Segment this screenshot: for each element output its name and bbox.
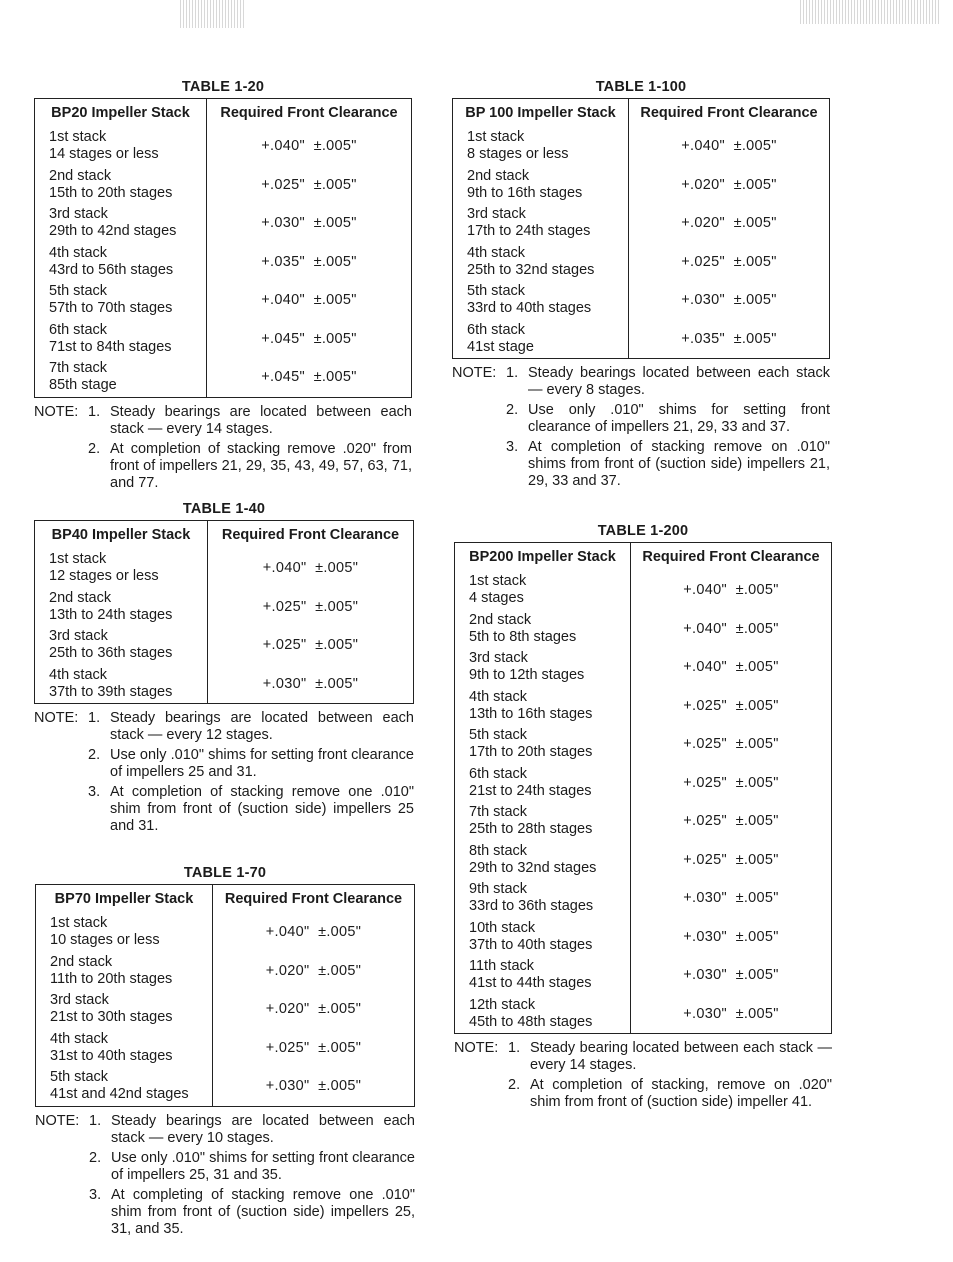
note-item bbox=[35, 1150, 415, 1184]
table-row bbox=[455, 918, 832, 957]
note-lead: NOTE: bbox=[35, 1112, 80, 1129]
note-item bbox=[35, 1113, 415, 1147]
stack-cell bbox=[455, 918, 631, 957]
stack-cell bbox=[35, 281, 207, 320]
note-lead: NOTE: bbox=[34, 403, 79, 420]
stack-cell bbox=[455, 956, 631, 995]
clearance-value: +.035" ±.005" bbox=[681, 330, 777, 347]
clearance-value: +.030" ±.005" bbox=[265, 1078, 362, 1095]
stage-range: 71st to 84th stages bbox=[49, 338, 172, 355]
column-header-clearance: Required Front Clearance bbox=[640, 105, 818, 121]
stack-cell bbox=[35, 665, 208, 704]
stack-label: 9th stack bbox=[469, 881, 528, 898]
table-row bbox=[455, 764, 832, 803]
stack-cell bbox=[453, 204, 629, 243]
table-row bbox=[453, 243, 830, 282]
stage-range: 37th to 39th stages bbox=[49, 683, 173, 700]
table-row bbox=[455, 995, 832, 1034]
table-row bbox=[455, 648, 832, 687]
stage-range: 12 stages or less bbox=[49, 568, 159, 585]
stage-range: 31st to 40th stages bbox=[50, 1047, 173, 1064]
table-row bbox=[35, 243, 412, 282]
stack-cell bbox=[455, 764, 631, 803]
note-text: Steady bearings are located between each stack — every 12 stages. bbox=[110, 710, 414, 743]
stage-range: 17th to 20th stages bbox=[469, 744, 593, 761]
stack-label: 3rd stack bbox=[50, 992, 109, 1009]
stage-range: 25th to 32nd stages bbox=[467, 261, 595, 278]
table-caption: TABLE 1-40 bbox=[182, 501, 266, 517]
note-text: Steady bearings located between each stack — every 8 stages. bbox=[528, 365, 830, 398]
clearance-table bbox=[454, 542, 832, 1034]
clearance-value: +.025" ±.005" bbox=[265, 1039, 362, 1056]
stack-label: 2nd stack bbox=[49, 589, 112, 606]
note-item bbox=[452, 365, 830, 399]
note-lead bbox=[34, 441, 88, 492]
clearance-value: +.040" ±.005" bbox=[262, 560, 359, 577]
stack-cell bbox=[455, 802, 631, 841]
clearance-table bbox=[452, 98, 830, 359]
clearance-value: +.035" ±.005" bbox=[261, 253, 357, 270]
stack-label: 2nd stack bbox=[467, 167, 530, 184]
stack-cell bbox=[36, 1067, 213, 1106]
stack-cell bbox=[35, 204, 207, 243]
stack-label: 1st stack bbox=[49, 129, 107, 146]
stack-label: 1st stack bbox=[467, 129, 525, 146]
note-lead: NOTE: bbox=[452, 365, 497, 381]
clearance-value: +.025" ±.005" bbox=[681, 253, 777, 270]
clearance-value: +.030" ±.005" bbox=[261, 215, 357, 232]
table-row bbox=[35, 358, 412, 397]
note-lead: NOTE: bbox=[34, 710, 79, 726]
table-caption: TABLE 1-20 bbox=[181, 79, 265, 95]
column-header-clearance: Required Front Clearance bbox=[642, 549, 820, 565]
note-item bbox=[34, 710, 414, 744]
stack-cell bbox=[455, 879, 631, 918]
clearance-value: +.045" ±.005" bbox=[261, 369, 357, 386]
table-row bbox=[455, 687, 832, 726]
stack-cell bbox=[453, 127, 629, 166]
stack-label: 7th stack bbox=[469, 804, 528, 821]
table-notes bbox=[452, 365, 830, 490]
stack-label: 4th stack bbox=[467, 244, 526, 261]
note-lead bbox=[34, 747, 88, 781]
column-header-stack: BP20 Impeller Stack bbox=[35, 99, 207, 128]
stage-range: 29th to 32nd stages bbox=[469, 859, 597, 876]
stack-cell bbox=[453, 320, 629, 359]
clearance-value: +.025" ±.005" bbox=[683, 774, 779, 791]
table-row bbox=[455, 610, 832, 649]
stage-range: 13th to 16th stages bbox=[469, 705, 593, 722]
table-row bbox=[36, 1029, 415, 1068]
clearance-value: +.025" ±.005" bbox=[262, 637, 359, 654]
stage-range: 21st to 30th stages bbox=[50, 1009, 173, 1026]
column-header-stack: BP 100 Impeller Stack bbox=[453, 99, 629, 128]
clearance-table bbox=[34, 98, 412, 398]
table-notes bbox=[454, 1040, 832, 1111]
stack-label: 1st stack bbox=[49, 551, 107, 568]
note-item bbox=[452, 439, 830, 490]
note-number: 1. bbox=[506, 365, 519, 381]
table-block-1-70 bbox=[35, 862, 415, 1241]
stack-cell bbox=[36, 1029, 213, 1068]
stack-cell bbox=[36, 990, 213, 1029]
note-item bbox=[34, 404, 412, 438]
table-block-1-20 bbox=[34, 76, 412, 495]
clearance-value: +.025" ±.005" bbox=[261, 176, 357, 193]
table-row bbox=[36, 990, 415, 1029]
clearance-table bbox=[35, 884, 415, 1107]
column-header-clearance: Required Front Clearance bbox=[224, 891, 403, 907]
clearance-value: +.030" ±.005" bbox=[683, 890, 779, 907]
stack-cell bbox=[453, 281, 629, 320]
stack-cell bbox=[455, 687, 631, 726]
note-number: 2. bbox=[89, 1149, 102, 1166]
stack-label: 1st stack bbox=[469, 573, 527, 590]
table-row bbox=[455, 841, 832, 880]
table-caption: TABLE 1-200 bbox=[597, 523, 689, 539]
clearance-value: +.040" ±.005" bbox=[683, 620, 779, 637]
table-row bbox=[35, 626, 414, 665]
note-item bbox=[34, 784, 414, 835]
clearance-value: +.030" ±.005" bbox=[683, 928, 779, 945]
stack-cell bbox=[455, 841, 631, 880]
stack-label: 3rd stack bbox=[467, 206, 526, 223]
clearance-value: +.020" ±.005" bbox=[265, 1001, 362, 1018]
stack-cell bbox=[455, 571, 631, 610]
note-text: Use only .010" shims for setting front clearance of impellers 21, 29, 33 and 37. bbox=[528, 402, 830, 435]
stage-range: 21st to 24th stages bbox=[469, 782, 592, 799]
note-text: Steady bearing located between each stack — every 14 stages. bbox=[530, 1040, 832, 1073]
note-lead bbox=[452, 439, 506, 490]
table-row bbox=[455, 956, 832, 995]
clearance-value: +.040" ±.005" bbox=[681, 138, 777, 155]
stack-label: 5th stack bbox=[467, 283, 526, 300]
stage-range: 11th to 20th stages bbox=[50, 970, 173, 987]
stack-cell bbox=[35, 626, 208, 665]
stage-range: 10 stages or less bbox=[50, 932, 160, 949]
note-number: 2. bbox=[506, 402, 519, 418]
table-row bbox=[35, 204, 412, 243]
clearance-value: +.025" ±.005" bbox=[683, 851, 779, 868]
stack-label: 1st stack bbox=[50, 915, 108, 932]
table-row bbox=[36, 913, 415, 952]
stack-label: 5th stack bbox=[50, 1069, 109, 1086]
stage-range: 9th to 12th stages bbox=[469, 667, 585, 684]
stack-label: 2nd stack bbox=[49, 167, 112, 184]
note-lead bbox=[34, 784, 88, 835]
note-number: 2. bbox=[88, 747, 101, 763]
clearance-value: +.020" ±.005" bbox=[681, 215, 777, 232]
note-number: 3. bbox=[88, 784, 101, 800]
table-row bbox=[35, 127, 412, 166]
stack-cell bbox=[35, 127, 207, 166]
stack-label: 4th stack bbox=[469, 688, 528, 705]
stage-range: 4 stages bbox=[469, 590, 524, 607]
note-number: 2. bbox=[508, 1077, 521, 1093]
stage-range: 25th to 28th stages bbox=[469, 821, 593, 838]
stack-cell bbox=[453, 243, 629, 282]
stack-label: 3rd stack bbox=[469, 650, 528, 667]
column-header-stack: BP200 Impeller Stack bbox=[455, 543, 631, 572]
table-row bbox=[35, 281, 412, 320]
note-text: Use only .010" shims for setting front clearance of impellers 25, 31 and 35. bbox=[111, 1149, 415, 1183]
stack-label: 12th stack bbox=[469, 996, 536, 1013]
column-header-clearance: Required Front Clearance bbox=[221, 527, 400, 543]
note-text: At completion of stacking, remove on .020" shim from front of (suction side) impeller 41. bbox=[530, 1077, 832, 1110]
stack-cell bbox=[35, 358, 207, 397]
scan-artifact-right bbox=[800, 0, 940, 24]
clearance-value: +.025" ±.005" bbox=[262, 598, 359, 615]
table-row bbox=[455, 879, 832, 918]
stack-cell bbox=[35, 588, 208, 627]
stage-range: 13th to 24th stages bbox=[49, 606, 173, 623]
stack-label: 6th stack bbox=[467, 321, 526, 338]
stack-label: 10th stack bbox=[469, 919, 536, 936]
table-notes bbox=[34, 404, 412, 492]
note-number: 1. bbox=[88, 403, 101, 420]
table-notes bbox=[35, 1113, 415, 1238]
stack-cell bbox=[455, 610, 631, 649]
stack-label: 3rd stack bbox=[49, 206, 108, 223]
stack-cell bbox=[35, 549, 208, 588]
stack-label: 8th stack bbox=[469, 842, 528, 859]
note-item bbox=[35, 1187, 415, 1238]
table-row bbox=[455, 725, 832, 764]
note-number: 1. bbox=[88, 710, 101, 726]
clearance-value: +.030" ±.005" bbox=[681, 292, 777, 309]
stage-range: 29th to 42nd stages bbox=[49, 223, 177, 240]
stage-range: 41st to 44th stages bbox=[469, 975, 592, 992]
note-lead bbox=[35, 1187, 89, 1238]
table-row bbox=[35, 549, 414, 588]
stage-range: 33rd to 36th stages bbox=[469, 898, 594, 915]
stage-range: 25th to 36th stages bbox=[49, 645, 173, 662]
stack-label: 7th stack bbox=[49, 360, 108, 377]
note-text: At completion of stacking remove .020" from front of impellers 21, 29, 35, 43, 49, 57, 63, 71, and 77. bbox=[110, 440, 412, 491]
stage-range: 15th to 20th stages bbox=[49, 184, 173, 201]
stage-range: 37th to 40th stages bbox=[469, 936, 593, 953]
note-item bbox=[34, 747, 414, 781]
note-lead bbox=[452, 402, 506, 436]
clearance-value: +.030" ±.005" bbox=[683, 1005, 779, 1022]
table-row bbox=[35, 320, 412, 359]
stage-range: 17th to 24th stages bbox=[467, 223, 591, 240]
note-number: 2. bbox=[88, 440, 101, 457]
stage-range: 45th to 48th stages bbox=[469, 1013, 593, 1030]
stage-range: 41st stage bbox=[467, 338, 534, 355]
clearance-table bbox=[34, 520, 414, 704]
note-lead: NOTE: bbox=[454, 1040, 499, 1056]
table-row bbox=[453, 320, 830, 359]
note-number: 1. bbox=[508, 1040, 521, 1056]
table-row bbox=[35, 665, 414, 704]
clearance-value: +.020" ±.005" bbox=[265, 962, 362, 979]
stack-label: 6th stack bbox=[469, 765, 528, 782]
table-block-1-200 bbox=[454, 520, 832, 1114]
stage-range: 57th to 70th stages bbox=[49, 300, 173, 317]
stage-range: 5th to 8th stages bbox=[469, 628, 577, 645]
stack-label: 3rd stack bbox=[49, 628, 108, 645]
clearance-value: +.030" ±.005" bbox=[262, 675, 359, 692]
note-text: Steady bearings are located between each stack — every 10 stages. bbox=[111, 1112, 415, 1146]
table-row bbox=[455, 571, 832, 610]
table-caption: TABLE 1-100 bbox=[595, 79, 687, 95]
scan-artifact-left bbox=[180, 0, 246, 28]
stack-label: 5th stack bbox=[469, 727, 528, 744]
note-number: 3. bbox=[89, 1186, 102, 1203]
note-text: Use only .010" shims for setting front clearance of impellers 25 and 31. bbox=[110, 747, 414, 780]
stage-range: 41st and 42nd stages bbox=[50, 1086, 189, 1103]
clearance-value: +.025" ±.005" bbox=[683, 813, 779, 830]
stack-cell bbox=[455, 725, 631, 764]
stack-label: 4th stack bbox=[49, 244, 108, 261]
table-row bbox=[453, 204, 830, 243]
stack-cell bbox=[35, 243, 207, 282]
clearance-value: +.040" ±.005" bbox=[265, 924, 362, 941]
table-row bbox=[453, 166, 830, 205]
table-caption: TABLE 1-70 bbox=[183, 865, 267, 881]
stage-range: 43rd to 56th stages bbox=[49, 261, 174, 278]
note-text: Steady bearings are located between each stack — every 14 stages. bbox=[110, 403, 412, 437]
column-header-stack: BP40 Impeller Stack bbox=[35, 521, 208, 550]
stack-label: 5th stack bbox=[49, 283, 108, 300]
note-item bbox=[452, 402, 830, 436]
note-item bbox=[34, 441, 412, 492]
clearance-value: +.030" ±.005" bbox=[683, 967, 779, 984]
stack-label: 2nd stack bbox=[469, 611, 532, 628]
stage-range: 33rd to 40th stages bbox=[467, 300, 592, 317]
note-lead bbox=[454, 1077, 508, 1111]
stack-cell bbox=[36, 913, 213, 952]
note-lead bbox=[35, 1150, 89, 1184]
clearance-value: +.025" ±.005" bbox=[683, 697, 779, 714]
stack-cell bbox=[455, 648, 631, 687]
stack-cell bbox=[35, 166, 207, 205]
note-text: At completion of stacking remove on .010" shims from front of (suction side) impellers 21, 29, 33 and 37. bbox=[528, 439, 830, 489]
note-item bbox=[454, 1077, 832, 1111]
table-block-1-40 bbox=[34, 498, 414, 838]
column-header-stack: BP70 Impeller Stack bbox=[36, 885, 213, 914]
stack-cell bbox=[36, 952, 213, 991]
clearance-value: +.045" ±.005" bbox=[261, 330, 357, 347]
column-header-clearance: Required Front Clearance bbox=[220, 105, 398, 121]
stage-range: 8 stages or less bbox=[467, 146, 569, 163]
clearance-value: +.040" ±.005" bbox=[683, 582, 779, 599]
stage-range: 85th stage bbox=[49, 377, 117, 394]
clearance-value: +.020" ±.005" bbox=[681, 176, 777, 193]
stack-cell bbox=[35, 320, 207, 359]
stack-label: 4th stack bbox=[50, 1030, 109, 1047]
table-row bbox=[453, 127, 830, 166]
clearance-value: +.040" ±.005" bbox=[683, 659, 779, 676]
table-notes bbox=[34, 710, 414, 835]
note-item bbox=[454, 1040, 832, 1074]
table-row bbox=[35, 588, 414, 627]
stack-label: 2nd stack bbox=[50, 953, 113, 970]
table-row bbox=[35, 166, 412, 205]
table-block-1-100 bbox=[452, 76, 830, 493]
table-row bbox=[455, 802, 832, 841]
table-row bbox=[36, 952, 415, 991]
clearance-value: +.025" ±.005" bbox=[683, 736, 779, 753]
stack-cell bbox=[455, 995, 631, 1034]
stack-label: 6th stack bbox=[49, 321, 108, 338]
note-text: At completing of stacking remove one .010" shim from front of (suction side) impellers 25, 31, and 35. bbox=[111, 1186, 415, 1237]
stage-range: 9th to 16th stages bbox=[467, 184, 583, 201]
clearance-value: +.040" ±.005" bbox=[261, 138, 357, 155]
note-text: At completion of stacking remove one .010" shim from front of (suction side) impellers 25 and 31. bbox=[110, 784, 414, 834]
note-number: 1. bbox=[89, 1112, 102, 1129]
table-row bbox=[36, 1067, 415, 1106]
stack-cell bbox=[453, 166, 629, 205]
clearance-value: +.040" ±.005" bbox=[261, 292, 357, 309]
stack-label: 11th stack bbox=[469, 958, 535, 975]
stack-label: 4th stack bbox=[49, 666, 108, 683]
stage-range: 14 stages or less bbox=[49, 146, 159, 163]
note-number: 3. bbox=[506, 439, 519, 455]
table-row bbox=[453, 281, 830, 320]
